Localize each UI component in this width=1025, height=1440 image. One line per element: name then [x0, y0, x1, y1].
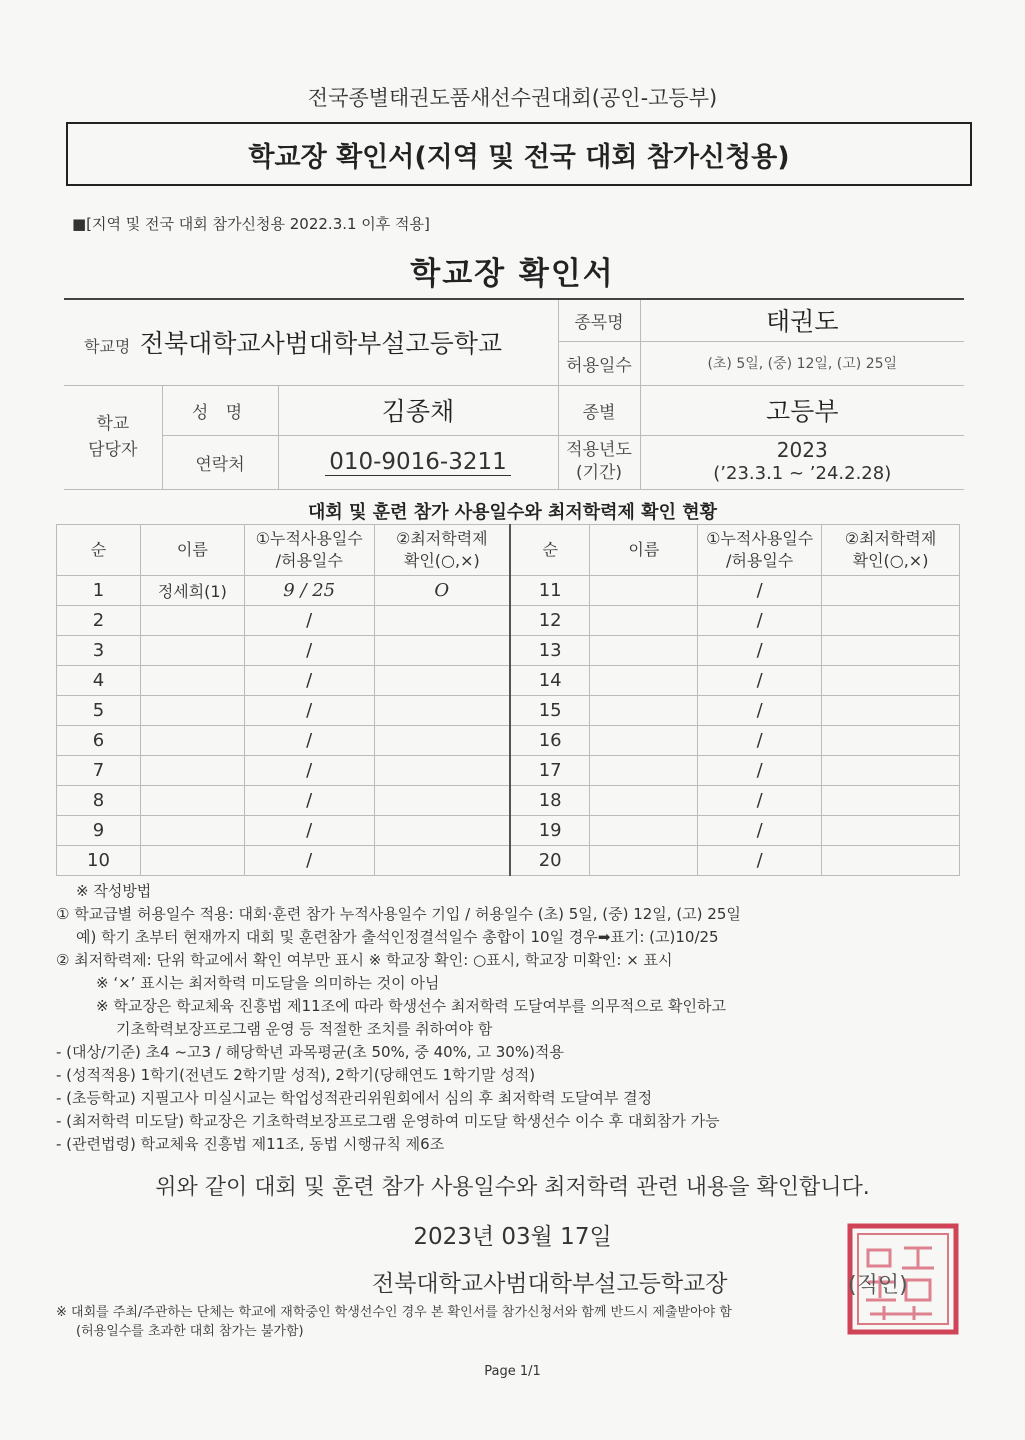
- contact-cell: [278, 435, 558, 489]
- note-line: - (초등학교) 지필고사 미실시교는 학업성적관리위원회에서 심의 후 최저학력 도달여부 결정: [56, 1089, 653, 1107]
- cell-name: [140, 756, 244, 786]
- cell-check: [822, 726, 960, 756]
- school-label: 학교명: [84, 337, 131, 357]
- sport-label: 종목명: [558, 299, 640, 341]
- table-row: [57, 576, 960, 606]
- usage-table: [56, 524, 960, 876]
- header-name-right: 이름: [590, 525, 698, 576]
- cell-name: [590, 576, 698, 606]
- footnote-line: (허용일수를 초과한 대회 참가는 불가함): [76, 1324, 304, 1339]
- cell-no: 14: [510, 666, 590, 696]
- cell-no: 7: [57, 756, 141, 786]
- cell-days: /: [244, 696, 374, 726]
- cell-name: [590, 786, 698, 816]
- cell-check: [374, 606, 510, 636]
- cell-name: [140, 786, 244, 816]
- seal-label: (직인): [848, 1273, 908, 1298]
- cell-no: 17: [510, 756, 590, 786]
- cell-check: [822, 636, 960, 666]
- confirmation-statement: 위와 같이 대회 및 훈련 참가 사용일수와 최저학력 관련 내용을 확인합니다.: [155, 1175, 870, 1200]
- apply-note: ■[지역 및 전국 대회 참가신청용 2022.3.1 이후 적용]: [72, 215, 430, 233]
- cell-name: [140, 816, 244, 846]
- cell-check: [822, 816, 960, 846]
- cell-no: 12: [510, 606, 590, 636]
- form-title: 학교장 확인서(지역 및 전국 대회 참가신청용): [248, 141, 790, 173]
- cell-check: [822, 846, 960, 876]
- cell-no: 19: [510, 816, 590, 846]
- cell-check: [822, 696, 960, 726]
- cell-check: [374, 726, 510, 756]
- cell-check: [374, 696, 510, 726]
- cell-check: [374, 816, 510, 846]
- note-line: - (성적적용) 1학기(전년도 2학기말 성적), 2학기(당해연도 1학기말 성적): [56, 1066, 536, 1084]
- notes-heading: ※ 작성방법: [76, 882, 152, 900]
- note-line: ※ ‘×’ 표시는 최저학력 미도달을 의미하는 것이 아님: [96, 974, 440, 992]
- cell-no: 4: [57, 666, 141, 696]
- issue-date: 2023년 03월 17일: [413, 1224, 612, 1250]
- cell-days: /: [698, 846, 822, 876]
- event-title: 전국종별태권도품새선수권대회(공인-고등부): [307, 86, 718, 110]
- cell-check: [374, 756, 510, 786]
- principal-title: 전북대학교사범대학부설고등학교장: [372, 1271, 728, 1297]
- cell-days: /: [244, 636, 374, 666]
- name-label: 성 명: [162, 385, 278, 435]
- header-check: ②최저학력제 확인(○,×): [374, 525, 510, 576]
- table-row: [57, 666, 960, 696]
- note-line: 예) 학기 초부터 현재까지 대회 및 훈련참가 출석인정결석일수 총합이 10일 경우➡표기: (고)10/25: [76, 928, 719, 946]
- cell-check: [822, 666, 960, 696]
- cell-no: 10: [57, 846, 141, 876]
- cell-days: /: [244, 786, 374, 816]
- cell-name: [590, 726, 698, 756]
- table-row: [57, 726, 960, 756]
- staff-label: 학교 담당자: [64, 385, 162, 489]
- cell-no: 20: [510, 846, 590, 876]
- cell-name: [590, 636, 698, 666]
- cell-no: 6: [57, 726, 141, 756]
- header-days-right: ①누적사용일수 /허용일수: [698, 525, 822, 576]
- note-line: - (대상/기준) 초4 ~고3 / 해당학년 과목평균(초 50%, 중 40%, 고 30%)적용: [56, 1043, 564, 1061]
- form-title-box: [66, 122, 972, 186]
- header-name: 이름: [140, 525, 244, 576]
- division-value: 고등부: [640, 385, 964, 435]
- cell-name: [590, 816, 698, 846]
- cell-no: 8: [57, 786, 141, 816]
- header-no-right: 순: [510, 525, 590, 576]
- cell-check: [822, 756, 960, 786]
- cell-check: [374, 846, 510, 876]
- cell-no: 13: [510, 636, 590, 666]
- cell-name: [140, 606, 244, 636]
- year-cell: [640, 435, 964, 489]
- cell-days: /: [698, 636, 822, 666]
- year-label: 적용년도 (기간): [558, 435, 640, 489]
- table-row: [57, 756, 960, 786]
- cell-name: 정세희(1): [140, 576, 244, 606]
- table-row: [57, 846, 960, 876]
- year-value: 2023: [776, 438, 828, 462]
- cell-no: 11: [510, 576, 590, 606]
- cell-check: [822, 576, 960, 606]
- school-cell: [64, 299, 558, 385]
- cell-name: [140, 726, 244, 756]
- header-no: 순: [57, 525, 141, 576]
- table-row: [57, 696, 960, 726]
- note-line: ※ 학교장은 학교체육 진흥법 제11조에 따라 학생선수 최저학력 도달여부를 의무적으로 확인하고: [96, 997, 726, 1015]
- info-table: [64, 298, 964, 490]
- cell-check: [374, 666, 510, 696]
- page-number: Page 1/1: [484, 1364, 541, 1379]
- note-line: - (관련법령) 학교체육 진흥법 제11조, 동법 시행규칙 제6조: [56, 1135, 445, 1153]
- cell-days: /: [244, 846, 374, 876]
- cell-days: /: [244, 606, 374, 636]
- cell-days: 9 / 25: [244, 576, 374, 606]
- cell-days: /: [244, 816, 374, 846]
- note-line: 기초학력보장프로그램 운영 등 적절한 조치를 취하여야 함: [116, 1020, 493, 1038]
- table-row: [57, 606, 960, 636]
- cell-check: O: [374, 576, 510, 606]
- cell-no: 5: [57, 696, 141, 726]
- cell-name: [140, 636, 244, 666]
- table-row: [57, 786, 960, 816]
- header-days: ①누적사용일수 /허용일수: [244, 525, 374, 576]
- cell-no: 18: [510, 786, 590, 816]
- note-line: ① 학교급별 허용일수 적용: 대회·훈련 참가 누적사용일수 기입 / 허용일수 (초) 5일, (중) 12일, (고) 25일: [56, 905, 741, 923]
- cell-days: /: [698, 666, 822, 696]
- cell-days: /: [698, 726, 822, 756]
- cell-no: 9: [57, 816, 141, 846]
- cell-no: 1: [57, 576, 141, 606]
- allow-value: (초) 5일, (중) 12일, (고) 25일: [640, 341, 964, 385]
- writing-instructions: [56, 880, 976, 1156]
- cell-name: [590, 846, 698, 876]
- table-row: [57, 816, 960, 846]
- cell-check: [822, 786, 960, 816]
- cell-days: /: [698, 606, 822, 636]
- cell-check: [822, 606, 960, 636]
- cell-days: /: [698, 576, 822, 606]
- staff-name: 김종채: [278, 385, 558, 435]
- contact-label: 연락처: [162, 435, 278, 489]
- cell-days: /: [698, 816, 822, 846]
- footnote: [56, 1303, 732, 1341]
- cell-days: /: [698, 756, 822, 786]
- cell-check: [374, 636, 510, 666]
- cell-no: 16: [510, 726, 590, 756]
- cell-days: /: [244, 666, 374, 696]
- cell-name: [590, 606, 698, 636]
- division-label: 종별: [558, 385, 640, 435]
- note-line: ② 최저학력제: 단위 학교에서 확인 여부만 표시 ※ 학교장 확인: ○표시, 학교장 미확인: × 표시: [56, 951, 673, 969]
- header-check-right: ②최저학력제 확인(○,×): [822, 525, 960, 576]
- cell-no: 3: [57, 636, 141, 666]
- cell-name: [140, 846, 244, 876]
- cell-no: 15: [510, 696, 590, 726]
- cell-days: /: [244, 726, 374, 756]
- school-name: 전북대학교사범대학부설고등학교: [139, 329, 503, 359]
- cell-no: 2: [57, 606, 141, 636]
- cell-days: /: [698, 696, 822, 726]
- document-title: 학교장 확인서: [410, 256, 615, 292]
- table-row: [57, 636, 960, 666]
- contact-value: 010-9016-3211: [325, 449, 511, 476]
- cell-days: /: [244, 756, 374, 786]
- note-line: - (최저학력 미도달) 학교장은 기초학력보장프로그램 운영하여 미도달 학생선수 이수 후 대회참가 가능: [56, 1112, 720, 1130]
- cell-check: [374, 786, 510, 816]
- cell-name: [140, 696, 244, 726]
- cell-name: [590, 756, 698, 786]
- cell-name: [590, 666, 698, 696]
- cell-days: /: [698, 786, 822, 816]
- cell-name: [590, 696, 698, 726]
- sport-value: 태권도: [640, 299, 964, 341]
- footnote-line: ※ 대회를 주최/주관하는 단체는 학교에 재학중인 학생선수인 경우 본 확인서를 참가신청서와 함께 반드시 제출받아야 함: [56, 1305, 732, 1320]
- section-title: 대회 및 훈련 참가 사용일수와 최저학력제 확인 현황: [307, 502, 717, 523]
- allow-label: 허용일수: [558, 341, 640, 385]
- cell-name: [140, 666, 244, 696]
- period-value: (’23.3.1 ~ ’24.2.28): [713, 463, 892, 484]
